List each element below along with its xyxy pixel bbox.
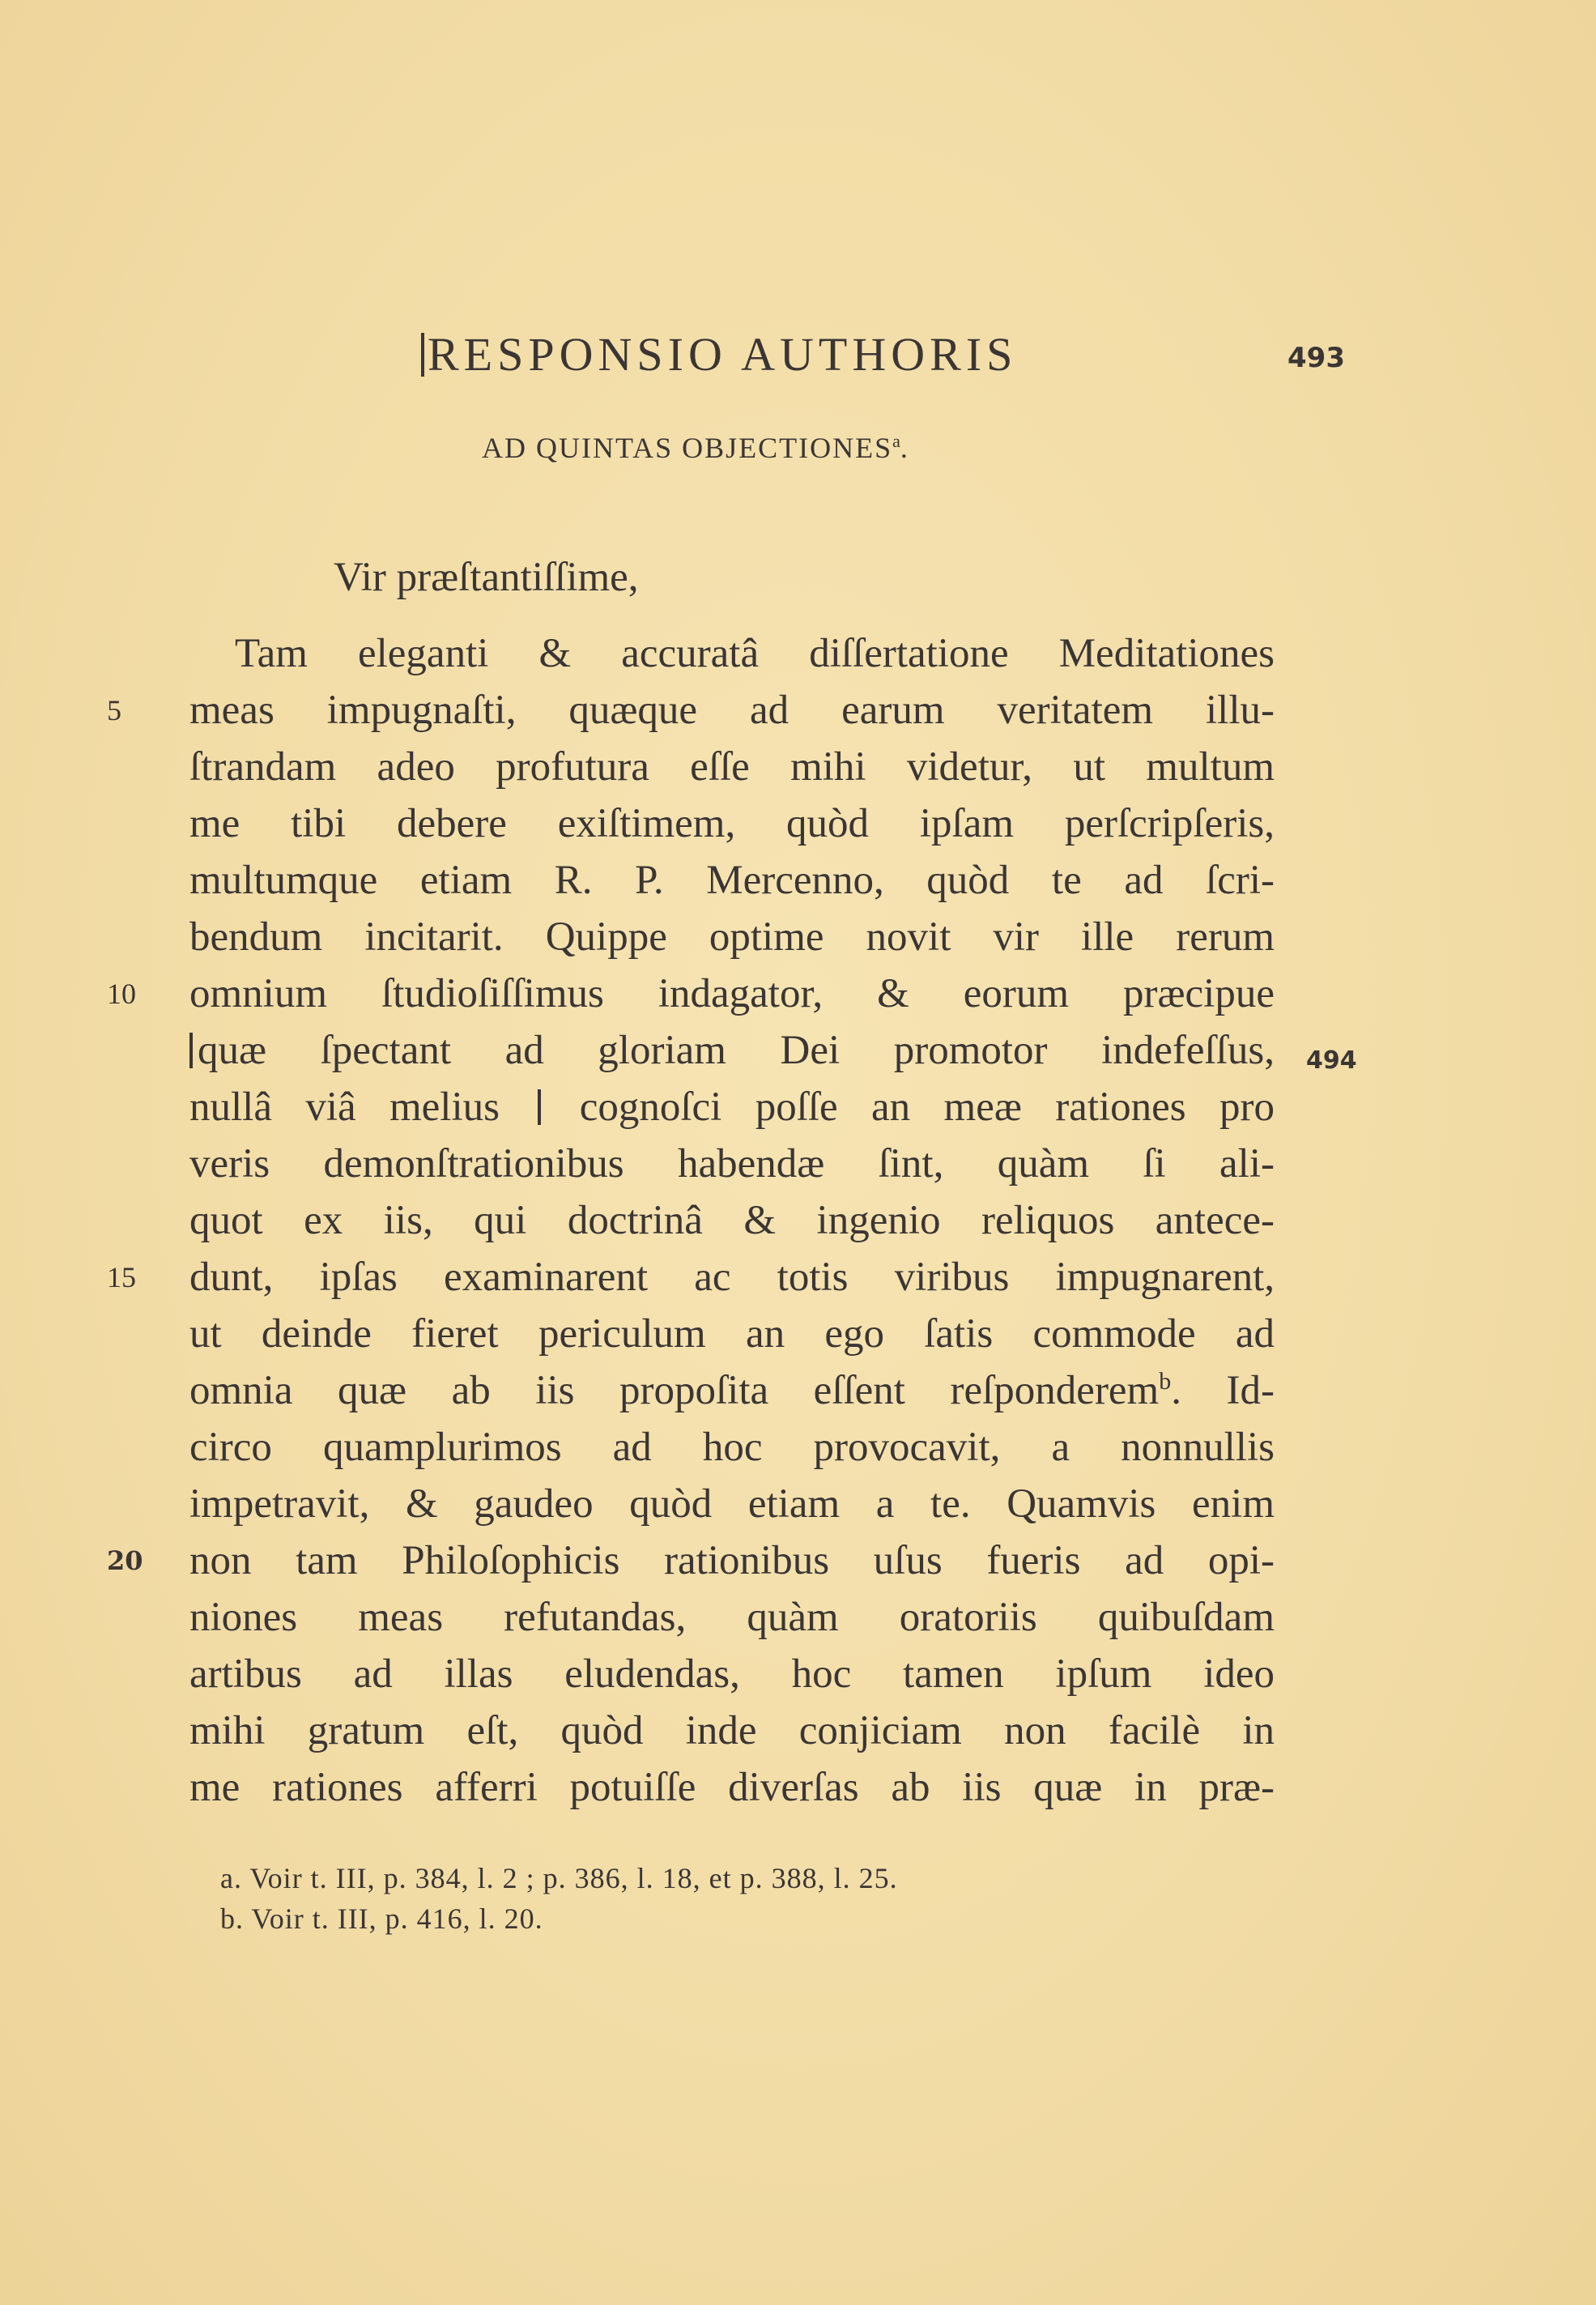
text-line — [189, 1079, 1275, 1135]
footnote-ref-b: b — [1159, 1368, 1172, 1395]
text-line: dunt, ipſas examinarent ac totis viribus impugnarent, — [189, 1255, 1275, 1300]
text-line: bendum incitarit. Quippe optime novit vir ille rerum — [189, 914, 1275, 960]
page-number: 493 — [1287, 342, 1345, 374]
text-line: omnium ſtudioſiſſimus indagator, & eorum præcipue — [189, 971, 1275, 1016]
text-segment: cognoſci poſſe an meæ rationes pro — [579, 1084, 1275, 1130]
page-subtitle — [482, 421, 909, 468]
text-line: Tam eleganti & accuratâ diſſertatione Meditationes — [235, 631, 1275, 676]
text-segment: omnia quæ ab iis propoſita eſſent reſponderem — [189, 1368, 1160, 1413]
page-title — [421, 326, 1017, 384]
subtitle-text: AD QUINTAS OBJECTIONES — [482, 432, 893, 464]
subtitle-period: . — [900, 432, 909, 464]
text-line: ſtrandam adeo profutura eſſe mihi videtur, ut multum — [189, 744, 1275, 790]
text-line — [189, 1362, 1275, 1419]
text-line: non tam Philoſophicis rationibus uſus fueris ad opi- — [189, 1538, 1275, 1583]
footnote: a. Voir t. III, p. 384, l. 2 ; p. 386, l. 18, et p. 388, l. 25. — [220, 1862, 898, 1894]
title-text: RESPONSIO AUTHORIS — [428, 328, 1018, 381]
text-segment: . Id- — [1171, 1368, 1275, 1413]
text-line: mihi gratum eſt, quòd inde conjiciam non facilè in — [189, 1708, 1275, 1753]
text-line: ut deinde fieret periculum an ego ſatis commode ad — [189, 1311, 1275, 1357]
text-line: veris demonſtrationibus habendæ ſint, quàm ſi ali- — [189, 1141, 1275, 1187]
text-segment: quæ ſpectant ad gloriam Dei promotor indefeſſus, — [198, 1028, 1275, 1073]
text-line: me tibi debere exiſtimem, quòd ipſam perſcripſeris, — [189, 801, 1275, 846]
page-break-marker — [421, 333, 424, 377]
line-number: 10 — [107, 978, 136, 1010]
margin-page-number: 494 — [1306, 1046, 1357, 1075]
text-line: meas impugnaſti, quæque ad earum veritatem illu- — [189, 688, 1275, 733]
footnote-ref-a: a — [892, 431, 900, 451]
line-number: 20 — [107, 1545, 143, 1576]
salutation: Vir præſtantiſſime, — [334, 555, 639, 600]
text-line: impetravit, & gaudeo quòd etiam a te. Quamvis enim — [189, 1481, 1275, 1527]
footnote: b. Voir t. III, p. 416, l. 20. — [220, 1902, 543, 1935]
page-break-marker — [189, 1033, 193, 1068]
text-line: circo quamplurimos ad hoc provocavit, a nonnullis — [189, 1425, 1275, 1470]
text-line: niones meas refutandas, quàm oratoriis quibuſdam — [189, 1595, 1275, 1640]
page-break-marker — [538, 1089, 541, 1125]
text-segment: nullâ viâ melius — [189, 1084, 500, 1130]
line-number: 5 — [107, 694, 121, 726]
line-number: 15 — [107, 1261, 136, 1293]
text-line: artibus ad illas eludendas, hoc tamen ipſum ideo — [189, 1651, 1275, 1697]
text-line: me rationes afferri potuiſſe diverſas ab iis quæ in præ- — [189, 1765, 1275, 1810]
text-line: quot ex iis, qui doctrinâ & ingenio reliquos antece- — [189, 1198, 1275, 1243]
text-line — [189, 1022, 1275, 1079]
text-line: multumque etiam R. P. Mercenno, quòd te ad ſcri- — [189, 858, 1275, 903]
